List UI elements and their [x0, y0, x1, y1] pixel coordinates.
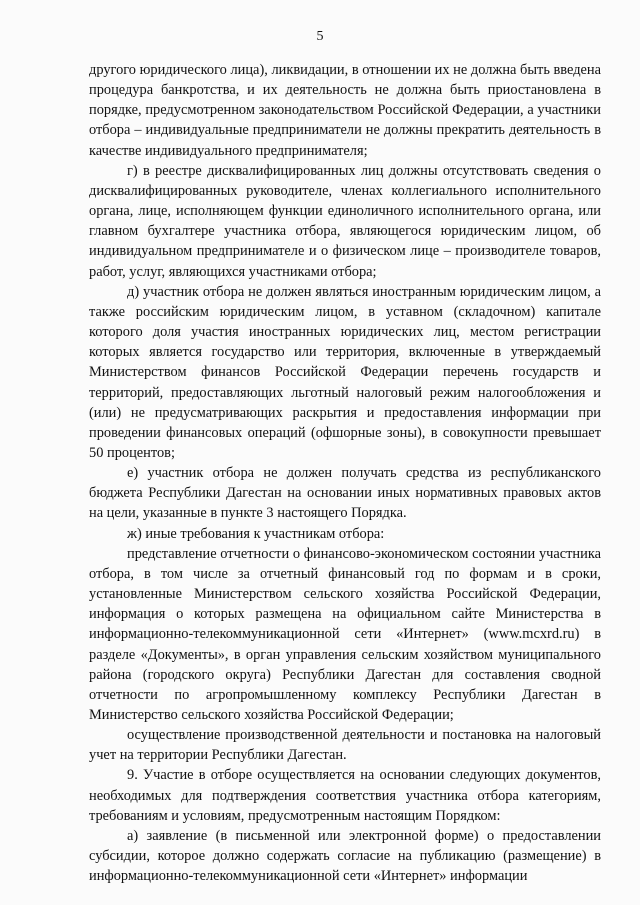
- paragraph-item-zh: ж) иные требования к участникам отбора:: [127, 525, 385, 542]
- paragraph-item-g: г) в реестре дисквалифицированных лиц должны отсутствовать сведения о дисквалифицированных руководителе, членах коллегиального исполнительного органа, лице, исполняющем функции единоличного исполнительного органа, или главном бухгалтере участника отбора, являющегося юридическим лицом, об индивидуальном предпринимателе и о физическом лице – производителе товаров, работ, услуг, являющихся участниками отбора;: [89, 162, 601, 280]
- paragraph-production-requirement: осуществление производственной деятельности и постановка на налоговый учет на территории Республики Дагестан.: [89, 727, 601, 764]
- paragraph-continuation: другого юридического лица), ликвидации, в отношении их не должна быть введена процедура банкротства, и их деятельность не должна быть приостановлена в порядке, предусмотренном законодательством Российской Федерации, а участники отбора – индивидуальные предприниматели не должны прекратить деятельность в качестве индивидуального предпринимателя;: [89, 62, 601, 159]
- paragraph-item-e: е) участник отбора не должен получать средства из республиканского бюджета Республики Дагестан на основании иных нормативных правовых актов на цели, указанные в пункте 3 настоящего Порядка.: [89, 465, 601, 522]
- paragraph-reporting-requirement: представление отчетности о финансово-экономическом состоянии участника отбора, в том числе за отчетный финансовый год по формам и в сроки, установленные Министерством сельского хозяйства Российской Федерации, информация о которых размещена на официальном сайте Министерства в информационно-телекоммуникационной сети «Интернет» (www.mcxrd.ru) в разделе «Документы», в орган управления сельским хозяйством муниципального района (городского округа) Республики Дагестан для составления сводной отчетности по агропромышленному комплексу Республики Дагестан в Министерство сельского хозяйства Российской Федерации;: [89, 545, 601, 723]
- document-body: [89, 60, 601, 886]
- paragraph-item-a: а) заявление (в письменной или электронной форме) о предоставлении субсидии, которое должно содержать согласие на публикацию (размещение) в информационно-телекоммуникационной сети «Интернет» информации: [89, 827, 601, 885]
- page-number: 5: [316, 29, 324, 44]
- paragraph-item-d: д) участник отбора не должен являться иностранным юридическим лицом, а также российским юридическим лицом, в уставном (складочном) капитале которого доля участия иностранных юридических лиц, местом регистрации которых является государство или территория, включенные в утверждаемый Министерством финансов Российской Федерации перечень государств и территорий, предоставляющих льготный налоговый режим налогообложения и (или) не предусматривающих раскрытия и предоставления информации при проведении финансовых операций (офшорные зоны), в совокупности превышает 50 процентов;: [89, 283, 601, 461]
- paragraph-section-9: 9. Участие в отборе осуществляется на основании следующих документов, необходимых для подтверждения соответствия участника отбора категориям, требованиям и условиям, предусмотренным настоящим Порядком:: [89, 767, 601, 824]
